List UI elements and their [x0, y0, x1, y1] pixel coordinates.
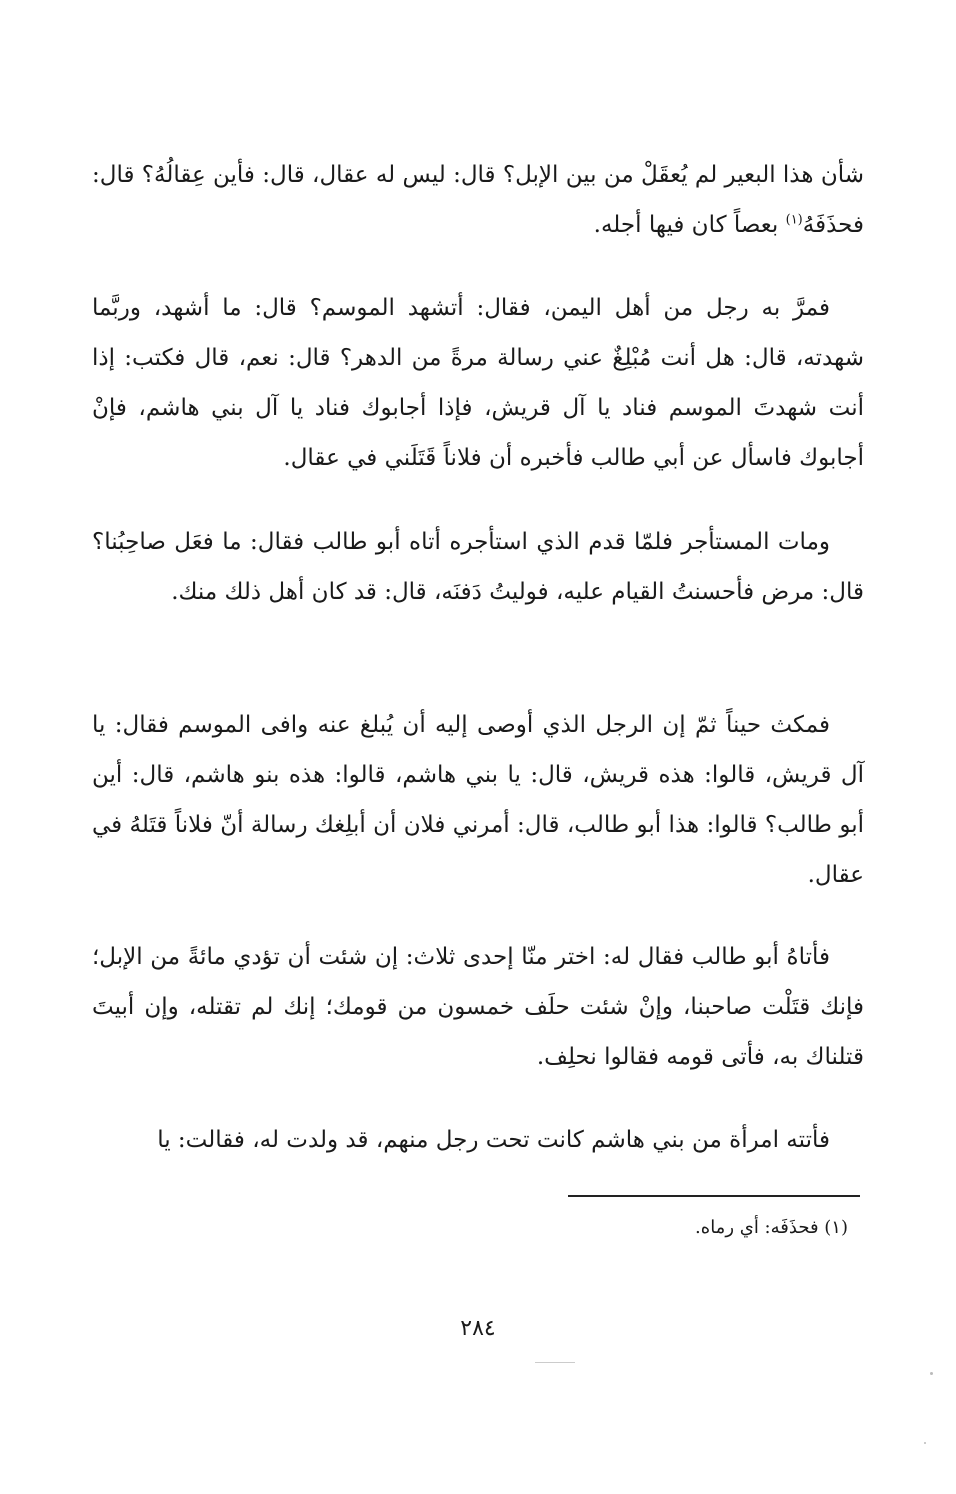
paragraph-1 [92, 150, 864, 250]
scan-speck [930, 1372, 933, 1375]
scan-speck [924, 1442, 926, 1444]
page-number: ٢٨٤ [460, 1316, 496, 1341]
footnote-divider [568, 1195, 860, 1197]
footnote: (١) فحذَفَه: أي رماه. [695, 1217, 848, 1238]
paragraph-3: ومات المستأجر فلمّا قدم الذي استأجره أتاه أبو طالب فقال: ما فعَل صاحِبُنا؟ قال: مرض فأحسنتُ القيام عليه، فوليتُ دَفنَه، قال: قد كان أهل ذلك منك. [92, 529, 864, 605]
paragraph-1-text-after: بعصاً كان فيها أجله. [593, 212, 786, 238]
paragraph-2: فمرَّ به رجل من أهل اليمن، فقال: أتشهد الموسم؟ قال: ما أشهد، وربَّما شهدته، قال: هل أنت مُبْلِغٌ عني رسالة مرةً من الدهر؟ قال: نعم، قال فكتب: إذا أنت شهدتَ الموسم فناد يا آل قريش، فإذا أجابوك فناد يا آل بني هاشم، فإنْ أجابوك فاسأل عن أبي طالب فأخبره أن فلاناً قَتَلَني في عقال. [92, 295, 864, 471]
scan-artifact-line [535, 1362, 575, 1363]
paragraph-4: فمكث حيناً ثمّ إن الرجل الذي أوصى إليه أن يُبلغ عنه وافى الموسم فقال: يا آل قريش، قالوا: هذه قريش، قال: يا بني هاشم، قالوا: هذه بنو هاشم، قال: أين أبو طالب؟ قالوا: هذا أبو طالب، قال: أمرني فلان أن أبلِغك رسالة أنّ فلاناً قتَلهُ في عقال. [92, 712, 864, 888]
paragraph-6: فأتته امرأة من بني هاشم كانت تحت رجل منهم، قد ولدت له، فقالت: يا [157, 1127, 830, 1153]
paragraph-5: فأتاهُ أبو طالب فقال له: اختر منّا إحدى ثلاث: إن شئت أن تؤدي مائةً من الإبل؛ فإنك قتَلْت صاحبنا، وإنْ شئت حلَف خمسون من قومك؛ إنك لم تقتله، وإن أبيتَ قتلناك به، فأتى قومه فقالوا نحلِف. [92, 944, 864, 1070]
footnote-marker: (١) [785, 212, 803, 228]
paragraph-1-text: شأن هذا البعير لم يُعقَلْ من بين الإبل؟ قال: ليس له عقال، قال: فأين عِقالُهُ؟ قال: فحذَفَهُ [92, 162, 864, 238]
